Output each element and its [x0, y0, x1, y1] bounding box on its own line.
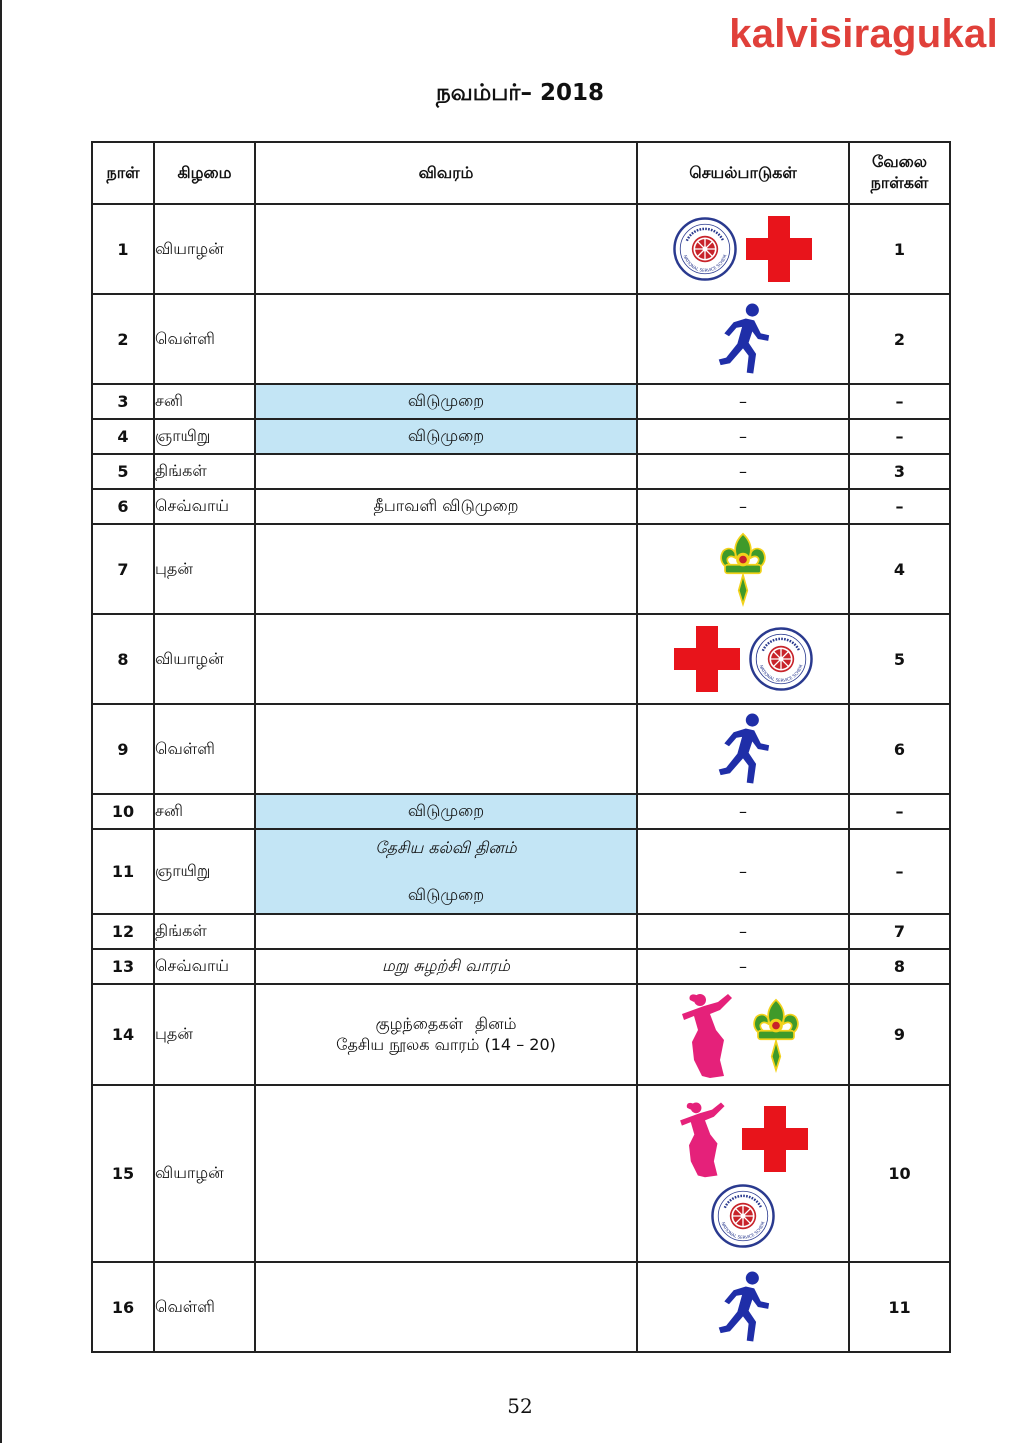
work-day-count: – [849, 419, 950, 454]
table-row [92, 384, 950, 419]
activity-cell [637, 204, 849, 294]
weekday: வியாழன் [154, 204, 255, 294]
dancer-icon [680, 990, 740, 1080]
table-row [92, 914, 950, 949]
work-day-count: 9 [849, 984, 950, 1085]
day-number: 16 [92, 1262, 154, 1352]
detail-cell [255, 914, 637, 949]
scout-emblem-icon [746, 996, 806, 1074]
dancer-icon [676, 1099, 734, 1179]
work-day-count: – [849, 794, 950, 829]
work-day-count: 2 [849, 294, 950, 384]
day-number: 1 [92, 204, 154, 294]
detail-cell [255, 984, 637, 1085]
table-header-row [92, 142, 950, 204]
table-row [92, 949, 950, 984]
detail-line: குழந்தைகள் தினம் [375, 1013, 517, 1033]
work-day-count: – [849, 489, 950, 524]
table-row [92, 1262, 950, 1352]
day-number: 11 [92, 829, 154, 914]
work-day-count: 11 [849, 1262, 950, 1352]
table-row [92, 419, 950, 454]
detail-cell [255, 294, 637, 384]
red-cross-icon [744, 214, 814, 284]
work-day-count: 4 [849, 524, 950, 614]
work-day-count: 7 [849, 914, 950, 949]
activity-cell [637, 704, 849, 794]
detail-cell: மறு சுழற்சி வாரம் [255, 949, 637, 984]
header-weekday: கிழமை [154, 142, 255, 204]
weekday: ஞாயிறு [154, 829, 255, 914]
weekday: திங்கள் [154, 914, 255, 949]
work-day-count: – [849, 829, 950, 914]
detail-line: தேசிய கல்வி தினம் [375, 837, 517, 857]
weekday: வெள்ளி [154, 294, 255, 384]
weekday: திங்கள் [154, 454, 255, 489]
header-activities: செயல்பாடுகள் [637, 142, 849, 204]
activity-cell: – [637, 794, 849, 829]
detail-line: விடுமுறை [407, 884, 485, 904]
day-number: 5 [92, 454, 154, 489]
weekday: வியாழன் [154, 614, 255, 704]
detail-cell [255, 1262, 637, 1352]
day-number: 13 [92, 949, 154, 984]
detail-cell [255, 1085, 637, 1262]
runner-icon [715, 711, 771, 787]
work-day-count: 8 [849, 949, 950, 984]
holiday-detail [255, 829, 637, 914]
detail-cell [255, 614, 637, 704]
activity-cell: – [637, 914, 849, 949]
work-day-count: 10 [849, 1085, 950, 1262]
holiday-detail: விடுமுறை [255, 384, 637, 419]
nss-emblem-icon [710, 1183, 776, 1249]
page-edge-rule [0, 0, 2, 1443]
activity-cell: – [637, 384, 849, 419]
red-cross-icon [672, 624, 742, 694]
activity-cell [637, 524, 849, 614]
activity-cell: – [637, 454, 849, 489]
work-day-count: 5 [849, 614, 950, 704]
work-day-count: 3 [849, 454, 950, 489]
weekday: வெள்ளி [154, 1262, 255, 1352]
header-workdays: வேலை நாள்கள் [849, 142, 950, 204]
weekday: வியாழன் [154, 1085, 255, 1262]
table-row [92, 614, 950, 704]
weekday: ஞாயிறு [154, 419, 255, 454]
brand-watermark: kalvisiragukal [729, 12, 998, 56]
day-number: 6 [92, 489, 154, 524]
detail-cell [255, 454, 637, 489]
holiday-detail: விடுமுறை [255, 419, 637, 454]
weekday: புதன் [154, 984, 255, 1085]
table-row [92, 794, 950, 829]
activity-cell: – [637, 949, 849, 984]
day-number: 4 [92, 419, 154, 454]
day-number: 10 [92, 794, 154, 829]
holiday-detail: விடுமுறை [255, 794, 637, 829]
day-number: 7 [92, 524, 154, 614]
table-row [92, 294, 950, 384]
table-row [92, 204, 950, 294]
weekday: வெள்ளி [154, 704, 255, 794]
table-row [92, 1085, 950, 1262]
detail-cell: தீபாவளி விடுமுறை [255, 489, 637, 524]
day-number: 2 [92, 294, 154, 384]
table-row [92, 454, 950, 489]
work-day-count: 6 [849, 704, 950, 794]
header-day: நாள் [92, 142, 154, 204]
detail-cell [255, 204, 637, 294]
table-row [92, 489, 950, 524]
table-row [92, 829, 950, 914]
runner-icon [715, 301, 771, 377]
detail-cell [255, 704, 637, 794]
activity-cell: – [637, 489, 849, 524]
nss-emblem-icon [672, 216, 738, 282]
page-title: நவம்பர்– 2018 [436, 80, 604, 106]
day-number: 8 [92, 614, 154, 704]
activity-cell [637, 294, 849, 384]
weekday: சனி [154, 384, 255, 419]
calendar-table [91, 141, 951, 1353]
activity-cell [637, 1262, 849, 1352]
day-number: 15 [92, 1085, 154, 1262]
detail-cell [255, 524, 637, 614]
detail-line: தேசிய நூலக வாரம் (14 – 20) [336, 1034, 556, 1054]
nss-emblem-icon [748, 626, 814, 692]
day-number: 3 [92, 384, 154, 419]
header-details: விவரம் [255, 142, 637, 204]
work-day-count: 1 [849, 204, 950, 294]
weekday: புதன் [154, 524, 255, 614]
activity-cell [637, 1085, 849, 1262]
work-day-count: – [849, 384, 950, 419]
weekday: செவ்வாய் [154, 489, 255, 524]
page-number: 52 [507, 1394, 533, 1418]
day-number: 14 [92, 984, 154, 1085]
weekday: சனி [154, 794, 255, 829]
red-cross-icon [740, 1104, 810, 1174]
activity-cell: – [637, 419, 849, 454]
day-number: 9 [92, 704, 154, 794]
table-row [92, 524, 950, 614]
activity-cell [637, 614, 849, 704]
activity-cell [637, 984, 849, 1085]
day-number: 12 [92, 914, 154, 949]
scout-emblem-icon [713, 530, 773, 608]
table-row [92, 984, 950, 1085]
table-row [92, 704, 950, 794]
weekday: செவ்வாய் [154, 949, 255, 984]
activity-cell: – [637, 829, 849, 914]
runner-icon [715, 1269, 771, 1345]
